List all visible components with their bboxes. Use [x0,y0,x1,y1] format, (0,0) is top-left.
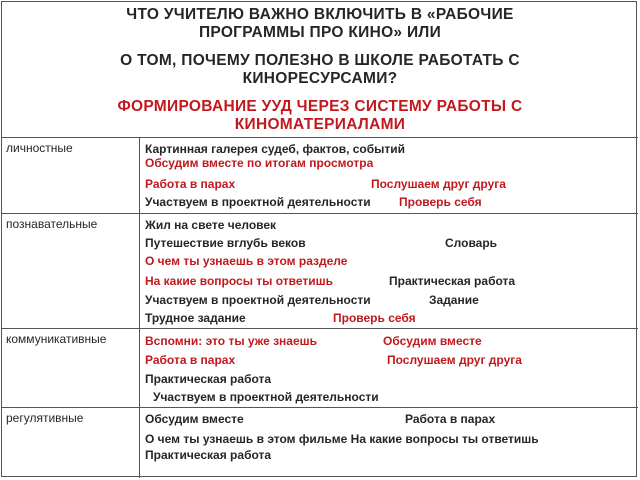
row-line [145,142,405,156]
row-line [145,412,625,428]
slide-header [2,2,638,138]
row-regulatory [2,408,638,478]
activity-text: Работа в парах [145,353,236,367]
activity-text: Обсудим вместе [145,412,244,426]
activity-text: Картинная галерея судеб, фактов, событий [145,142,406,156]
row-line [145,195,625,211]
activity-text: Путешествие вглубь веков [145,236,306,250]
activity-text: Трудное задание [145,311,246,325]
header-line-3: О ТОМ, ПОЧЕМУ ПОЛЕЗНО В ШКОЛЕ РАБОТАТЬ С [120,52,520,69]
row-line [145,293,625,309]
activity-text: Практическая работа [145,448,272,462]
header-line-2: ПРОГРАММЫ ПРО КИНО» ИЛИ [198,24,442,41]
row-line [145,334,625,350]
row-line [153,390,379,404]
row-line [145,254,347,268]
row-line [145,236,625,252]
activity-text: Проверь себя [333,311,416,325]
row-line [145,274,625,290]
activity-text: Практическая работа [389,274,516,288]
slide-frame [1,1,637,477]
activity-text: Практическая работа [145,372,272,386]
row-line [145,218,276,232]
activity-text: Проверь себя [399,195,482,209]
row-line [145,372,271,386]
row-line [145,156,373,170]
activity-text: Обсудим вместе по итогам просмотра [145,156,374,170]
activity-text: Участвуем в проектной деятельности [145,293,371,307]
activity-text: Работа в парах [145,177,236,191]
row-line [145,177,625,193]
row-label: личностные [6,141,73,155]
activity-text: На какие вопросы ты ответишь [145,274,334,288]
row-line [145,311,625,327]
header-line-4: КИНОРЕСУРСАМИ? [242,70,398,87]
row-cognitive [2,214,638,329]
activity-text: Работа в парах [405,412,496,426]
row-label: регулятивные [6,411,84,425]
activity-text: Задание [429,293,479,307]
row-line [145,432,539,446]
activity-text: Вспомни: это ты уже знаешь [145,334,318,348]
row-personal [2,138,638,214]
activity-text: Участвуем в проектной деятельности [145,195,371,209]
row-label: познавательные [6,217,98,231]
row-line [145,448,271,462]
row-line [145,353,625,369]
activity-text: Послушаем друг друга [387,353,522,367]
header-line-5: ФОРМИРОВАНИЕ УУД ЧЕРЕЗ СИСТЕМУ РАБОТЫ С [117,98,523,115]
activity-text: Обсудим вместе [383,334,482,348]
activity-text: Послушаем друг друга [371,177,506,191]
activity-text: О чем ты узнаешь в этом разделе [145,254,348,268]
activity-text: О чем ты узнаешь в этом фильме На какие вопросы ты ответишь [145,432,539,446]
row-communicative [2,329,638,408]
activity-text: Жил на свете человек [145,218,277,232]
activity-text: Словарь [445,236,498,250]
row-label: коммуникативные [6,332,107,346]
header-line-1: ЧТО УЧИТЕЛЮ ВАЖНО ВКЛЮЧИТЬ В «РАБОЧИЕ [126,6,514,23]
activity-text: Участвуем в проектной деятельности [153,390,379,404]
header-line-6: КИНОМАТЕРИАЛАМИ [234,116,406,133]
